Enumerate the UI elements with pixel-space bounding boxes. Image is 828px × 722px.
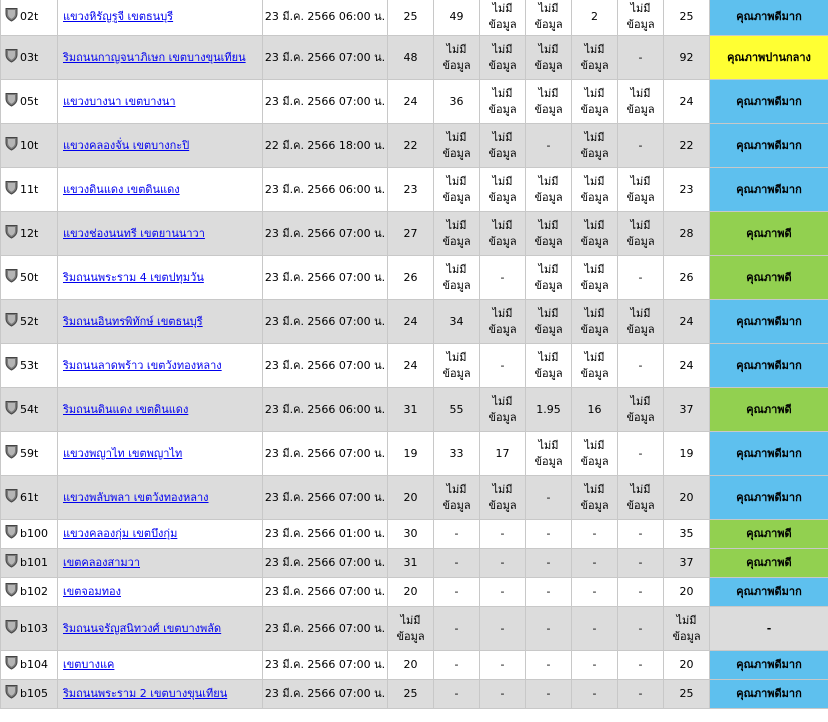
area-cell (58, 388, 263, 432)
table-row (1, 36, 828, 80)
area-cell (58, 168, 263, 212)
area-cell (58, 344, 263, 388)
so2-cell: - (618, 344, 664, 388)
station-cell (1, 0, 58, 36)
station-id: b100 (20, 527, 48, 540)
pm25-cell: 31 (388, 549, 434, 578)
so2-cell: ไม่มี ข้อมูล (618, 212, 664, 256)
quality-badge: คุณภาพปานกลาง (710, 36, 828, 80)
area-link[interactable]: แขวงหิรัญรูจี เขตธนบุรี (63, 9, 174, 23)
station-cell (1, 607, 58, 651)
pm25-cell: 30 (388, 520, 434, 549)
station-cell (1, 651, 58, 680)
aqi-cell: 23 (664, 168, 710, 212)
o3-cell: ไม่มี ข้อมูล (480, 124, 526, 168)
pm10-cell: ไม่มี ข้อมูล (434, 168, 480, 212)
co-cell: - (526, 680, 572, 709)
area-link[interactable]: เขตคลองสามวา (63, 556, 140, 569)
quality-badge: คุณภาพดีมาก (710, 80, 828, 124)
datetime-cell: 23 มี.ค. 2566 07:00 น. (263, 80, 388, 124)
no2-cell: ไม่มี ข้อมูล (572, 36, 618, 80)
shield-icon (5, 582, 18, 602)
datetime-cell: 23 มี.ค. 2566 07:00 น. (263, 607, 388, 651)
no2-cell: ไม่มี ข้อมูล (572, 168, 618, 212)
table-row (1, 476, 828, 520)
co-cell: ไม่มี ข้อมูล (526, 36, 572, 80)
co-cell: - (526, 607, 572, 651)
table-row (1, 124, 828, 168)
shield-icon (5, 553, 18, 573)
so2-cell: ไม่มี ข้อมูล (618, 80, 664, 124)
so2-cell: - (618, 651, 664, 680)
area-link[interactable]: ริมถนนกาญจนาภิเษก เขตบางขุนเทียน (63, 50, 246, 64)
aqi-cell: ไม่มี ข้อมูล (664, 607, 710, 651)
shield-icon (5, 136, 18, 156)
aqi-cell: 92 (664, 36, 710, 80)
station-id: 11t (20, 182, 39, 196)
so2-cell: ไม่มี ข้อมูล (618, 0, 664, 36)
station-id: 52t (20, 314, 39, 328)
datetime-cell: 23 มี.ค. 2566 07:00 น. (263, 300, 388, 344)
no2-cell: - (572, 520, 618, 549)
station-id: 12t (20, 226, 39, 240)
area-cell (58, 476, 263, 520)
o3-cell: ไม่มี ข้อมูล (480, 388, 526, 432)
quality-badge: คุณภาพดีมาก (710, 476, 828, 520)
area-cell (58, 212, 263, 256)
pm10-cell: 36 (434, 80, 480, 124)
table-row (1, 607, 828, 651)
shield-icon (5, 619, 18, 639)
area-link[interactable]: ริมถนนลาดพร้าว เขตวังทองหลาง (63, 358, 222, 372)
quality-badge: คุณภาพดีมาก (710, 0, 828, 36)
area-link[interactable]: แขวงคลองกุ่ม เขตบึงกุ่ม (63, 527, 178, 540)
datetime-cell: 22 มี.ค. 2566 18:00 น. (263, 124, 388, 168)
o3-cell: ไม่มี ข้อมูล (480, 36, 526, 80)
co-cell: ไม่มี ข้อมูล (526, 80, 572, 124)
shield-icon (5, 180, 18, 200)
datetime-cell: 23 มี.ค. 2566 01:00 น. (263, 520, 388, 549)
station-id: 10t (20, 138, 39, 152)
o3-cell: ไม่มี ข้อมูล (480, 212, 526, 256)
pm10-cell: - (434, 578, 480, 607)
pm10-cell: ไม่มี ข้อมูล (434, 344, 480, 388)
pm25-cell: 19 (388, 432, 434, 476)
aqi-cell: 24 (664, 80, 710, 124)
station-cell (1, 549, 58, 578)
o3-cell: - (480, 607, 526, 651)
aqi-cell: 20 (664, 651, 710, 680)
table-row (1, 549, 828, 578)
pm25-cell: 24 (388, 80, 434, 124)
quality-badge: คุณภาพดีมาก (710, 124, 828, 168)
no2-cell: ไม่มี ข้อมูล (572, 256, 618, 300)
aqi-cell: 25 (664, 680, 710, 709)
datetime-cell: 23 มี.ค. 2566 06:00 น. (263, 0, 388, 36)
no2-cell: ไม่มี ข้อมูล (572, 80, 618, 124)
station-cell (1, 680, 58, 709)
o3-cell: - (480, 680, 526, 709)
table-row (1, 680, 828, 709)
co-cell: ไม่มี ข้อมูล (526, 300, 572, 344)
station-id: 03t (20, 50, 39, 64)
o3-cell: ไม่มี ข้อมูล (480, 476, 526, 520)
co-cell: - (526, 520, 572, 549)
table-row (1, 578, 828, 607)
aqi-cell: 35 (664, 520, 710, 549)
quality-badge: คุณภาพดี (710, 212, 828, 256)
area-link[interactable]: เขตบางแค (63, 658, 115, 671)
co-cell: - (526, 578, 572, 607)
pm25-cell: ไม่มี ข้อมูล (388, 607, 434, 651)
co-cell: ไม่มี ข้อมูล (526, 432, 572, 476)
co-cell: 1.95 (526, 388, 572, 432)
so2-cell: ไม่มี ข้อมูล (618, 300, 664, 344)
so2-cell: - (618, 256, 664, 300)
so2-cell: - (618, 124, 664, 168)
so2-cell: ไม่มี ข้อมูล (618, 168, 664, 212)
shield-icon (5, 356, 18, 376)
table-row (1, 432, 828, 476)
co-cell: ไม่มี ข้อมูล (526, 256, 572, 300)
no2-cell: 2 (572, 0, 618, 36)
station-cell (1, 388, 58, 432)
datetime-cell: 23 มี.ค. 2566 07:00 น. (263, 578, 388, 607)
pm25-cell: 23 (388, 168, 434, 212)
shield-icon (5, 7, 18, 27)
so2-cell: ไม่มี ข้อมูล (618, 388, 664, 432)
quality-badge: คุณภาพดีมาก (710, 432, 828, 476)
pm10-cell: 49 (434, 0, 480, 36)
co-cell: ไม่มี ข้อมูล (526, 212, 572, 256)
shield-icon (5, 524, 18, 544)
aqi-cell: 19 (664, 432, 710, 476)
so2-cell: - (618, 607, 664, 651)
table-row (1, 256, 828, 300)
pm10-cell: ไม่มี ข้อมูล (434, 256, 480, 300)
no2-cell: ไม่มี ข้อมูล (572, 476, 618, 520)
pm25-cell: 48 (388, 36, 434, 80)
area-cell (58, 607, 263, 651)
station-id: b103 (20, 621, 48, 635)
no2-cell: ไม่มี ข้อมูล (572, 300, 618, 344)
pm25-cell: 25 (388, 0, 434, 36)
no2-cell: 16 (572, 388, 618, 432)
co-cell: ไม่มี ข้อมูล (526, 344, 572, 388)
station-id: b102 (20, 585, 48, 598)
station-id: 59t (20, 446, 39, 460)
area-link[interactable]: ริมถนนดินแดง เขตดินแดง (63, 402, 189, 416)
pm10-cell: 55 (434, 388, 480, 432)
pm10-cell: - (434, 549, 480, 578)
table-row (1, 651, 828, 680)
station-id: 54t (20, 402, 39, 416)
area-link[interactable]: แขวงบางนา เขตบางนา (63, 94, 176, 108)
table-body (1, 0, 828, 709)
quality-badge: คุณภาพดี (710, 388, 828, 432)
shield-icon (5, 48, 18, 68)
so2-cell: ไม่มี ข้อมูล (618, 476, 664, 520)
area-link[interactable]: ริมถนนพระราม 4 เขตปทุมวัน (63, 270, 204, 284)
so2-cell: - (618, 36, 664, 80)
station-cell (1, 344, 58, 388)
datetime-cell: 23 มี.ค. 2566 07:00 น. (263, 680, 388, 709)
o3-cell: - (480, 651, 526, 680)
area-link[interactable]: แขวงพญาไท เขตพญาไท (63, 446, 183, 460)
no2-cell: ไม่มี ข้อมูล (572, 124, 618, 168)
shield-icon (5, 224, 18, 244)
co-cell: ไม่มี ข้อมูล (526, 0, 572, 36)
co-cell: - (526, 124, 572, 168)
table-row (1, 0, 828, 36)
pm10-cell: - (434, 607, 480, 651)
aqi-cell: 37 (664, 388, 710, 432)
pm25-cell: 24 (388, 344, 434, 388)
station-cell (1, 80, 58, 124)
station-cell (1, 476, 58, 520)
shield-icon (5, 684, 18, 704)
area-cell (58, 36, 263, 80)
table-row (1, 80, 828, 124)
shield-icon (5, 268, 18, 288)
quality-badge: คุณภาพดีมาก (710, 680, 828, 709)
datetime-cell: 23 มี.ค. 2566 07:00 น. (263, 212, 388, 256)
area-cell (58, 432, 263, 476)
aqi-cell: 20 (664, 476, 710, 520)
station-id: b105 (20, 687, 48, 700)
pm10-cell: ไม่มี ข้อมูล (434, 124, 480, 168)
pm25-cell: 20 (388, 476, 434, 520)
o3-cell: 17 (480, 432, 526, 476)
o3-cell: - (480, 520, 526, 549)
quality-badge: คุณภาพดีมาก (710, 578, 828, 607)
station-cell (1, 520, 58, 549)
pm10-cell: 34 (434, 300, 480, 344)
o3-cell: ไม่มี ข้อมูล (480, 168, 526, 212)
datetime-cell: 23 มี.ค. 2566 07:00 น. (263, 36, 388, 80)
datetime-cell: 23 มี.ค. 2566 06:00 น. (263, 388, 388, 432)
no2-cell: - (572, 651, 618, 680)
pm25-cell: 22 (388, 124, 434, 168)
pm10-cell: ไม่มี ข้อมูล (434, 212, 480, 256)
quality-badge: คุณภาพดีมาก (710, 651, 828, 680)
shield-icon (5, 655, 18, 675)
so2-cell: - (618, 520, 664, 549)
aqi-cell: 24 (664, 300, 710, 344)
quality-badge: คุณภาพดีมาก (710, 300, 828, 344)
area-link[interactable]: แขวงพลับพลา เขตวังทองหลาง (63, 490, 209, 504)
o3-cell: ไม่มี ข้อมูล (480, 80, 526, 124)
area-cell (58, 124, 263, 168)
no2-cell: ไม่มี ข้อมูล (572, 212, 618, 256)
station-id: 61t (20, 490, 39, 504)
area-cell (58, 549, 263, 578)
area-cell (58, 651, 263, 680)
shield-icon (5, 400, 18, 420)
area-cell (58, 520, 263, 549)
pm25-cell: 20 (388, 651, 434, 680)
area-link[interactable]: แขวงคลองจั่น เขตบางกะปิ (63, 138, 190, 152)
area-cell (58, 680, 263, 709)
area-link[interactable]: แขวงช่องนนทรี เขตยานนาวา (63, 226, 205, 240)
pm10-cell: - (434, 680, 480, 709)
datetime-cell: 23 มี.ค. 2566 07:00 น. (263, 476, 388, 520)
area-cell (58, 578, 263, 607)
o3-cell: ไม่มี ข้อมูล (480, 300, 526, 344)
pm25-cell: 27 (388, 212, 434, 256)
table-row (1, 520, 828, 549)
datetime-cell: 23 มี.ค. 2566 06:00 น. (263, 168, 388, 212)
table-row (1, 344, 828, 388)
no2-cell: - (572, 607, 618, 651)
table-row (1, 300, 828, 344)
o3-cell: - (480, 256, 526, 300)
station-id: b104 (20, 658, 48, 671)
area-link[interactable]: ริมถนนอินทรพิทักษ์ เขตธนบุรี (63, 314, 203, 328)
station-id: 05t (20, 94, 39, 108)
station-cell (1, 300, 58, 344)
pm10-cell: - (434, 520, 480, 549)
o3-cell: - (480, 578, 526, 607)
station-id: 50t (20, 270, 39, 284)
aqi-cell: 37 (664, 549, 710, 578)
station-cell (1, 578, 58, 607)
table-row (1, 168, 828, 212)
so2-cell: - (618, 680, 664, 709)
table-row (1, 212, 828, 256)
co-cell: - (526, 476, 572, 520)
o3-cell: ไม่มี ข้อมูล (480, 0, 526, 36)
area-cell (58, 300, 263, 344)
co-cell: - (526, 549, 572, 578)
station-cell (1, 212, 58, 256)
station-id: 02t (20, 9, 39, 23)
no2-cell: - (572, 549, 618, 578)
no2-cell: - (572, 680, 618, 709)
aqi-cell: 25 (664, 0, 710, 36)
aqi-cell: 28 (664, 212, 710, 256)
area-link[interactable]: ริมถนนพระราม 2 เขตบางขุนเทียน (63, 687, 228, 700)
station-cell (1, 256, 58, 300)
area-link[interactable]: ริมถนนจรัญสนิทวงศ์ เขตบางพลัด (63, 621, 222, 635)
station-cell (1, 432, 58, 476)
pm25-cell: 20 (388, 578, 434, 607)
no2-cell: - (572, 578, 618, 607)
so2-cell: - (618, 578, 664, 607)
pm25-cell: 25 (388, 680, 434, 709)
co-cell: - (526, 651, 572, 680)
area-cell (58, 80, 263, 124)
station-id: 53t (20, 358, 39, 372)
pm10-cell: 33 (434, 432, 480, 476)
quality-badge: คุณภาพดี (710, 549, 828, 578)
area-link[interactable]: เขตจอมทอง (63, 585, 121, 598)
so2-cell: - (618, 432, 664, 476)
pm10-cell: ไม่มี ข้อมูล (434, 36, 480, 80)
pm25-cell: 26 (388, 256, 434, 300)
quality-badge: คุณภาพดี (710, 520, 828, 549)
area-link[interactable]: แขวงดินแดง เขตดินแดง (63, 182, 180, 196)
quality-badge: คุณภาพดี (710, 256, 828, 300)
datetime-cell: 23 มี.ค. 2566 07:00 น. (263, 651, 388, 680)
area-cell (58, 0, 263, 36)
aqi-cell: 22 (664, 124, 710, 168)
o3-cell: - (480, 344, 526, 388)
co-cell: ไม่มี ข้อมูล (526, 168, 572, 212)
pm10-cell: ไม่มี ข้อมูล (434, 476, 480, 520)
shield-icon (5, 488, 18, 508)
datetime-cell: 23 มี.ค. 2566 07:00 น. (263, 344, 388, 388)
quality-badge: คุณภาพดีมาก (710, 168, 828, 212)
station-cell (1, 168, 58, 212)
station-cell (1, 36, 58, 80)
station-cell (1, 124, 58, 168)
datetime-cell: 23 มี.ค. 2566 07:00 น. (263, 256, 388, 300)
shield-icon (5, 92, 18, 112)
datetime-cell: 23 มี.ค. 2566 07:00 น. (263, 432, 388, 476)
area-cell (58, 256, 263, 300)
datetime-cell: 23 มี.ค. 2566 07:00 น. (263, 549, 388, 578)
so2-cell: - (618, 549, 664, 578)
o3-cell: - (480, 549, 526, 578)
quality-badge: คุณภาพดีมาก (710, 344, 828, 388)
pm25-cell: 31 (388, 388, 434, 432)
aqi-cell: 26 (664, 256, 710, 300)
table-row (1, 388, 828, 432)
quality-badge: - (710, 607, 828, 651)
pm25-cell: 24 (388, 300, 434, 344)
aqi-cell: 24 (664, 344, 710, 388)
no2-cell: ไม่มี ข้อมูล (572, 344, 618, 388)
no2-cell: ไม่มี ข้อมูล (572, 432, 618, 476)
shield-icon (5, 444, 18, 464)
pm10-cell: - (434, 651, 480, 680)
station-id: b101 (20, 556, 48, 569)
aqi-cell: 20 (664, 578, 710, 607)
shield-icon (5, 312, 18, 332)
